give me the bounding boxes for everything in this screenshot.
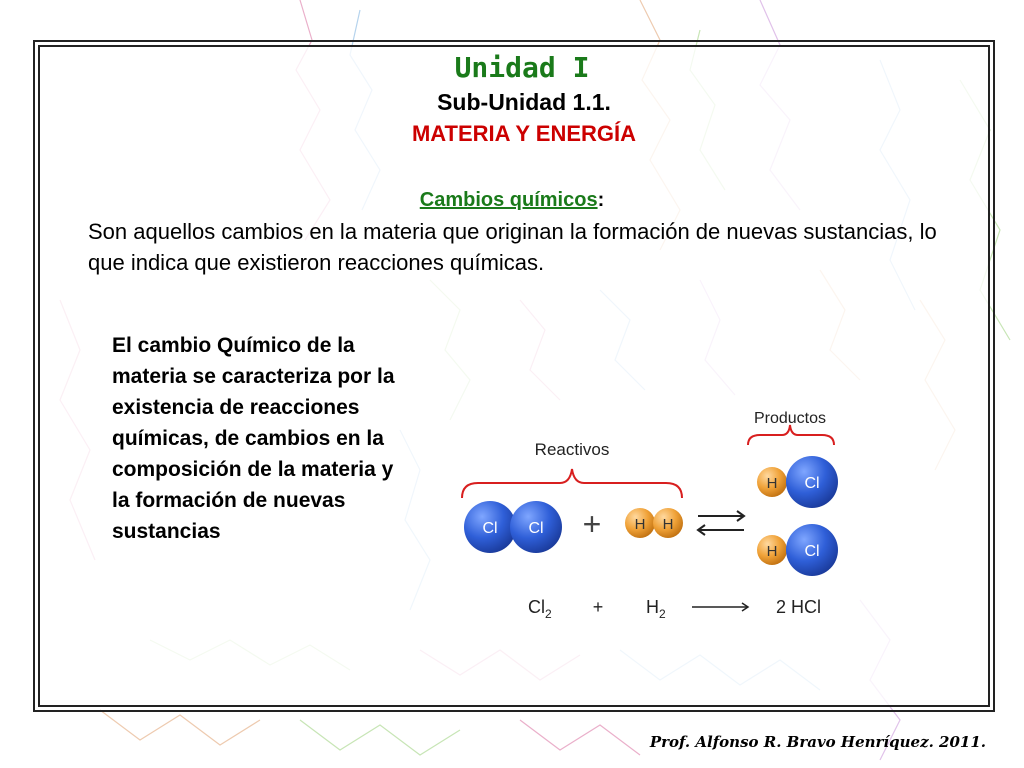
chlorine-symbol: Cl	[482, 520, 498, 537]
equation-plus: +	[592, 597, 604, 617]
cl2-molecule	[464, 501, 562, 553]
slide-header	[0, 50, 1024, 150]
equilibrium-arrows-icon	[698, 511, 744, 535]
hydrogen-symbol: H	[662, 516, 674, 533]
hydrogen-symbol: H	[634, 516, 646, 533]
chemical-changes-heading	[0, 186, 1024, 214]
section-title: MATERIA Y ENERGÍA	[411, 121, 637, 146]
equation-product: 2 HCl	[776, 597, 822, 617]
equation-h-subscript: 2	[659, 607, 666, 621]
subheading-colon: :	[597, 189, 605, 211]
hcl-molecule	[757, 524, 838, 576]
hydrogen-symbol: H	[766, 475, 778, 492]
reaction-plus-sign: +	[582, 506, 602, 542]
products-label: Productos	[753, 410, 827, 427]
description-paragraph: El cambio Químico de la materia se caracteriza por la existencia de reacciones químicas, de cambios en la composición de la materia y la formación de nuevas sustancias	[112, 334, 395, 543]
equation-cl-symbol: Cl	[528, 597, 545, 617]
definition-paragraph: Son aquellos cambios en la materia que originan la formación de nuevas sustancias, lo que indica que existieron reacciones químicas.	[88, 219, 937, 275]
chlorine-symbol: Cl	[804, 475, 820, 492]
chlorine-symbol: Cl	[804, 543, 820, 560]
products-bracket	[748, 425, 834, 445]
equation-hydrogen	[646, 597, 666, 621]
unit-title: Unidad I	[454, 51, 590, 84]
hcl-molecule	[757, 456, 838, 508]
subunit-title: Sub-Unidad 1.1.	[437, 89, 611, 115]
reactants-label: Reactivos	[534, 440, 610, 459]
equation-h-symbol: H	[646, 597, 659, 617]
chlorine-symbol: Cl	[528, 520, 544, 537]
h2-molecule	[625, 508, 683, 538]
hydrogen-symbol: H	[766, 543, 778, 560]
chemical-equation	[528, 597, 821, 621]
equation-chlorine	[528, 597, 552, 621]
author-footer: Prof. Alfonso R. Bravo Henríquez. 2011.	[649, 733, 986, 751]
reaction-diagram	[452, 395, 872, 640]
subheading-text: Cambios químicos	[419, 189, 598, 211]
reactants-bracket	[462, 469, 682, 498]
reaction-arrow-icon	[692, 603, 748, 611]
equation-cl-subscript: 2	[545, 607, 552, 621]
